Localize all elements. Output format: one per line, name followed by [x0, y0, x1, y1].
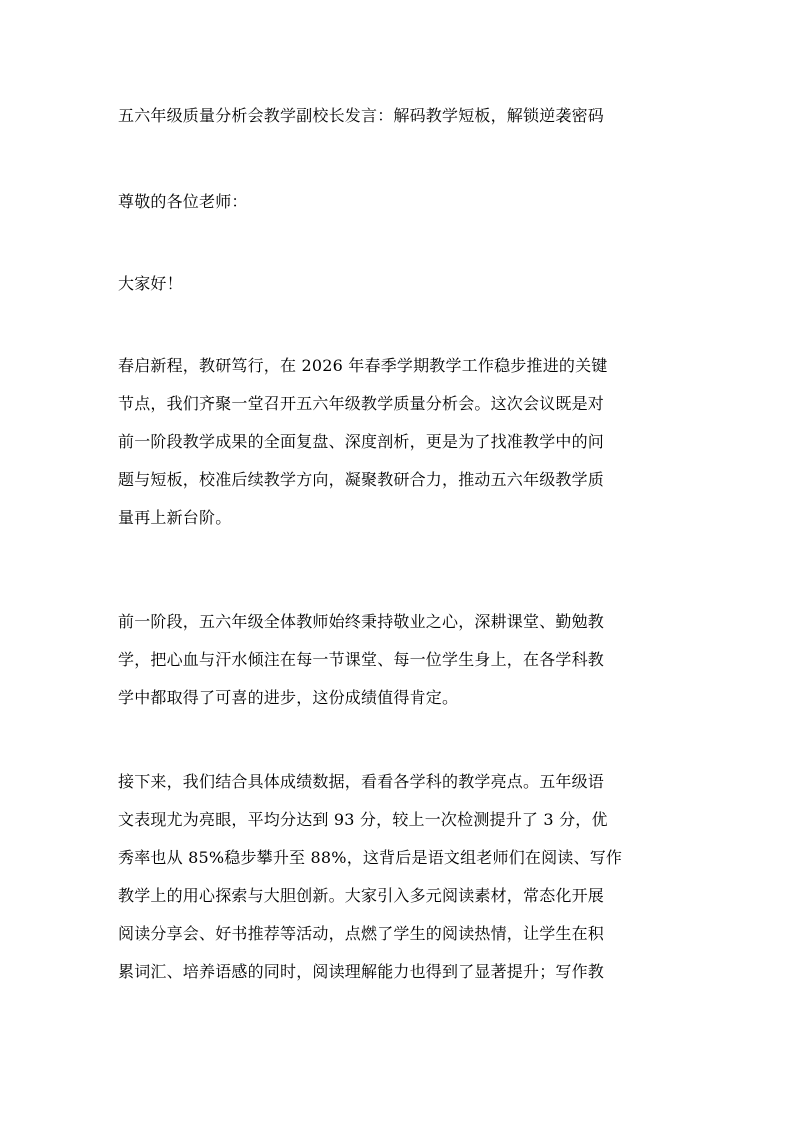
paragraph-line: 前一阶段，五六年级全体教师始终秉持敬业之心，深耕课堂、勤勉教 [118, 612, 605, 631]
salutation: 尊敬的各位老师： [118, 192, 248, 211]
paragraph-line: 接下来，我们结合具体成绩数据，看看各学科的教学亮点。五年级语 [118, 772, 605, 791]
paragraph-line: 阅读分享会、好书推荐等活动，点燃了学生的阅读热情，让学生在积 [118, 924, 605, 943]
paragraph-line: 学中都取得了可喜的进步，这份成绩值得肯定。 [118, 688, 459, 707]
greeting: 大家好！ [118, 274, 183, 293]
paragraph-line: 秀率也从 85%稳步攀升至 88%，这背后是语文组老师们在阅读、写作 [118, 848, 623, 867]
paragraph-line: 学，把心血与汗水倾注在每一节课堂、每一位学生身上，在各学科教 [118, 650, 605, 669]
paragraph-line: 题与短板，校准后续教学方向，凝聚教研合力，推动五六年级教学质 [118, 470, 605, 489]
paragraph-line: 春启新程，教研笃行，在 2026 年春季学期教学工作稳步推进的关键 [118, 356, 608, 375]
paragraph-line: 文表现尤为亮眼，平均分达到 93 分，较上一次检测提升了 3 分，优 [118, 810, 608, 829]
paragraph-line: 前一阶段教学成果的全面复盘、深度剖析，更是为了找准教学中的问 [118, 432, 605, 451]
paragraph-line: 累词汇、培养语感的同时，阅读理解能力也得到了显著提升；写作教 [118, 962, 605, 981]
paragraph-line: 教学上的用心探索与大胆创新。大家引入多元阅读素材，常态化开展 [118, 886, 605, 905]
paragraph-line: 节点，我们齐聚一堂召开五六年级教学质量分析会。这次会议既是对 [118, 394, 605, 413]
paragraph-line: 量再上新台阶。 [118, 508, 232, 527]
document-title: 五六年级质量分析会教学副校长发言：解码教学短板，解锁逆袭密码 [118, 106, 605, 125]
